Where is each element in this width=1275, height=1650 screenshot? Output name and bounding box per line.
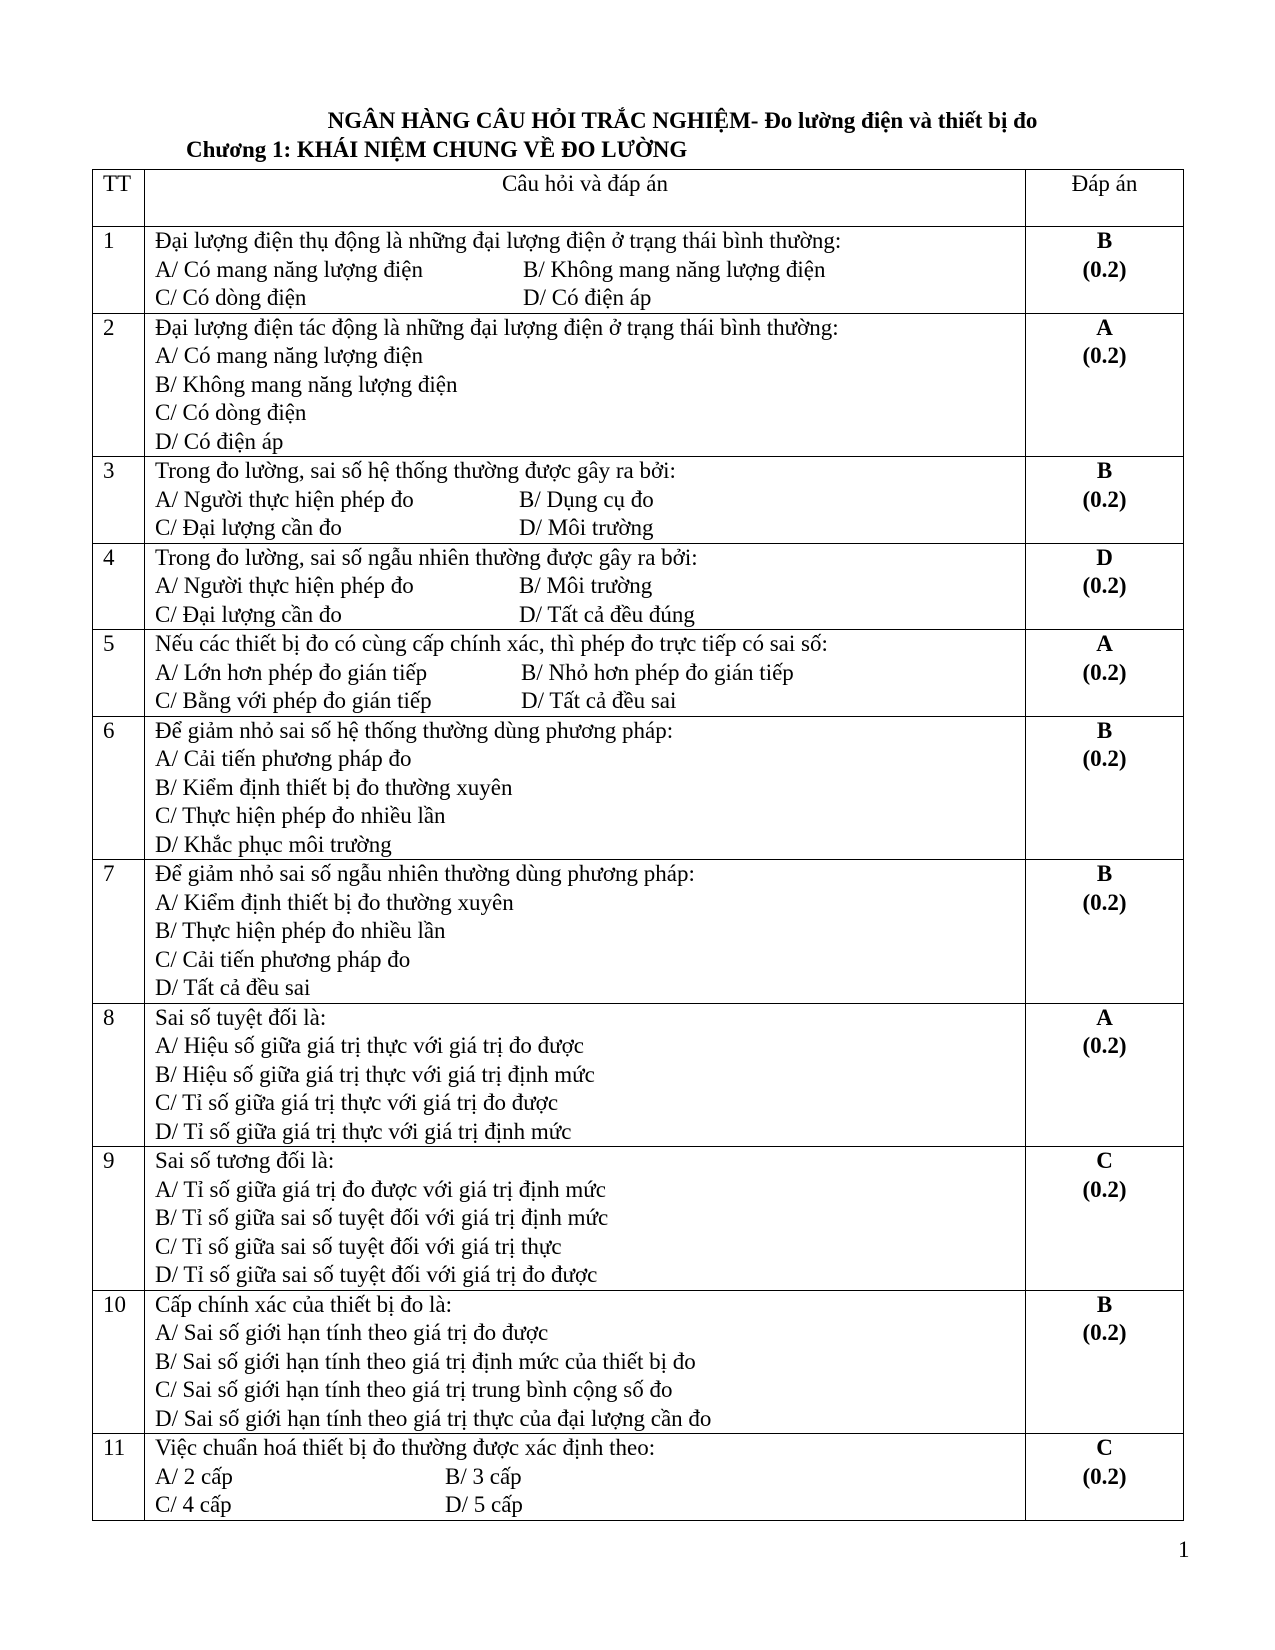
answer-option: C/ Thực hiện phép đo nhiều lần bbox=[155, 803, 446, 828]
answer-score: (0.2) bbox=[1082, 746, 1127, 771]
option-line bbox=[155, 1261, 1025, 1290]
question-text: Cấp chính xác của thiết bị đo là: bbox=[155, 1291, 452, 1317]
option-line bbox=[155, 1376, 1025, 1405]
option-line bbox=[155, 572, 1025, 601]
question-row bbox=[93, 1147, 1184, 1291]
question-row bbox=[93, 457, 1184, 544]
answer-option: B/ Hiệu số giữa giá trị thực với giá trị định mức bbox=[155, 1061, 595, 1087]
table-header-row bbox=[93, 170, 1184, 227]
option-line bbox=[155, 1233, 1025, 1262]
answer-letter: A bbox=[1096, 1004, 1113, 1030]
answer-option: C/ Đại lượng cần đo bbox=[155, 515, 342, 540]
answer-cell bbox=[1026, 543, 1184, 630]
question-text: Nếu các thiết bị đo có cùng cấp chính xác, thì phép đo trực tiếp có sai số: bbox=[155, 631, 828, 656]
answer-option: A/ Hiệu số giữa giá trị thực với giá trị đo được bbox=[155, 1033, 585, 1058]
option-line bbox=[155, 371, 1025, 400]
option-line bbox=[155, 974, 1025, 1003]
question-number: 9 bbox=[93, 1147, 145, 1291]
answer-option: B/ Dụng cụ đo bbox=[519, 486, 654, 512]
question-number: 6 bbox=[93, 716, 145, 860]
answer-option: C/ Cải tiến phương pháp đo bbox=[155, 946, 411, 972]
answer-option: C/ Đại lượng cần đo bbox=[155, 601, 342, 627]
answer-score: (0.2) bbox=[1082, 659, 1127, 685]
question-content bbox=[145, 1147, 1026, 1291]
option-line bbox=[155, 802, 1025, 831]
answer-cell bbox=[1026, 630, 1184, 717]
question-table bbox=[92, 169, 1184, 1521]
answer-option: D/ Có điện áp bbox=[155, 428, 284, 454]
answer-cell bbox=[1026, 860, 1184, 1004]
answer-option: A/ Người thực hiện phép đo bbox=[155, 486, 414, 512]
answer-cell bbox=[1026, 1147, 1184, 1291]
document-title: NGÂN HÀNG CÂU HỎI TRẮC NGHIỆM- Đo lường điện và thiết bị đo bbox=[327, 108, 1038, 133]
question-row bbox=[93, 227, 1184, 314]
answer-score: (0.2) bbox=[1082, 343, 1127, 368]
option-line bbox=[155, 889, 1025, 918]
answer-score: (0.2) bbox=[1082, 486, 1127, 512]
answer-option: C/ Có dòng điện bbox=[155, 285, 307, 310]
option-line bbox=[155, 1118, 1025, 1147]
question-content bbox=[145, 457, 1026, 544]
answer-option: A/ Lớn hơn phép đo gián tiếp bbox=[155, 659, 428, 685]
question-text: Sai số tương đối là: bbox=[155, 1148, 335, 1173]
question-content bbox=[145, 860, 1026, 1004]
answer-option: C/ Tỉ số giữa sai số tuyệt đối với giá trị thực bbox=[155, 1233, 562, 1259]
header-tt: TT bbox=[93, 170, 145, 227]
question-row bbox=[93, 543, 1184, 630]
answer-option: C/ Sai số giới hạn tính theo giá trị trung bình cộng số đo bbox=[155, 1377, 673, 1402]
answer-option: D/ Tất cả đều đúng bbox=[519, 601, 695, 627]
option-line bbox=[155, 1089, 1025, 1118]
option-line bbox=[155, 514, 1025, 543]
answer-option: B/ 3 cấp bbox=[445, 1463, 522, 1489]
answer-letter: B bbox=[1096, 1291, 1113, 1317]
question-row bbox=[93, 716, 1184, 860]
option-line bbox=[155, 1319, 1025, 1348]
option-line bbox=[155, 486, 1025, 515]
option-line bbox=[155, 428, 1025, 457]
answer-option: C/ Tỉ số giữa giá trị thực với giá trị đo được bbox=[155, 1090, 559, 1115]
answer-option: D/ Môi trường bbox=[519, 515, 654, 540]
question-content bbox=[145, 630, 1026, 717]
question-row bbox=[93, 1434, 1184, 1521]
question-text: Đại lượng điện tác động là những đại lượng điện ở trạng thái bình thường: bbox=[155, 314, 839, 340]
question-row bbox=[93, 1003, 1184, 1147]
header-answer: Đáp án bbox=[1026, 170, 1184, 227]
page-number: 1 bbox=[1178, 1537, 1190, 1562]
answer-letter: A bbox=[1096, 631, 1113, 656]
answer-letter: D bbox=[1096, 544, 1113, 570]
option-line bbox=[155, 1463, 1025, 1492]
option-line bbox=[155, 1348, 1025, 1377]
question-text: Đại lượng điện thụ động là những đại lượng điện ở trạng thái bình thường: bbox=[155, 228, 842, 253]
answer-letter: A bbox=[1096, 314, 1113, 340]
option-line bbox=[155, 1032, 1025, 1061]
question-number: 11 bbox=[93, 1434, 145, 1521]
answer-score: (0.2) bbox=[1082, 1176, 1127, 1202]
answer-option: A/ Sai số giới hạn tính theo giá trị đo được bbox=[155, 1320, 549, 1345]
answer-option: A/ Kiểm định thiết bị đo thường xuyên bbox=[155, 889, 514, 915]
question-content bbox=[145, 543, 1026, 630]
option-line bbox=[155, 342, 1025, 371]
answer-option: B/ Sai số giới hạn tính theo giá trị định mức của thiết bị đo bbox=[155, 1348, 696, 1374]
option-line bbox=[155, 1176, 1025, 1205]
question-table-body bbox=[93, 227, 1184, 1521]
option-line bbox=[155, 1405, 1025, 1434]
answer-option: D/ Tất cả đều sai bbox=[155, 975, 311, 1000]
option-line bbox=[155, 917, 1025, 946]
answer-score: (0.2) bbox=[1082, 889, 1127, 915]
option-line bbox=[155, 774, 1025, 803]
option-line bbox=[155, 284, 1025, 313]
option-line bbox=[155, 745, 1025, 774]
question-text: Trong đo lường, sai số ngẫu nhiên thường được gây ra bởi: bbox=[155, 544, 698, 570]
option-line bbox=[155, 256, 1025, 285]
option-line bbox=[155, 601, 1025, 630]
answer-option: D/ Sai số giới hạn tính theo giá trị thực của đại lượng cần đo bbox=[155, 1405, 712, 1431]
question-text: Để giảm nhỏ sai số ngẫu nhiên thường dùng phương pháp: bbox=[155, 861, 695, 886]
question-row bbox=[93, 313, 1184, 457]
answer-option: A/ Có mang năng lượng điện bbox=[155, 256, 424, 282]
answer-letter: B bbox=[1096, 458, 1113, 483]
option-line bbox=[155, 687, 1025, 716]
option-line bbox=[155, 831, 1025, 860]
answer-option: C/ 4 cấp bbox=[155, 1492, 232, 1517]
answer-option: D/ Tất cả đều sai bbox=[521, 688, 677, 713]
question-content bbox=[145, 1290, 1026, 1434]
answer-option: C/ Có dòng điện bbox=[155, 400, 307, 425]
answer-letter: B bbox=[1096, 228, 1113, 253]
question-number: 5 bbox=[93, 630, 145, 717]
answer-option: D/ Tỉ số giữa giá trị thực với giá trị định mức bbox=[155, 1118, 572, 1144]
answer-option: B/ Nhỏ hơn phép đo gián tiếp bbox=[521, 659, 794, 685]
answer-letter: B bbox=[1096, 861, 1113, 886]
question-number: 10 bbox=[93, 1290, 145, 1434]
option-line bbox=[155, 946, 1025, 975]
answer-option: B/ Kiểm định thiết bị đo thường xuyên bbox=[155, 774, 513, 800]
answer-option: B/ Không mang năng lượng điện bbox=[523, 256, 826, 282]
answer-option: D/ Khắc phục môi trường bbox=[155, 831, 392, 857]
answer-cell bbox=[1026, 227, 1184, 314]
question-number: 1 bbox=[93, 227, 145, 314]
option-line bbox=[155, 1204, 1025, 1233]
answer-cell bbox=[1026, 313, 1184, 457]
header-question: Câu hỏi và đáp án bbox=[145, 170, 1026, 227]
answer-score: (0.2) bbox=[1082, 1033, 1127, 1058]
option-line bbox=[155, 1491, 1025, 1520]
option-line bbox=[155, 1061, 1025, 1090]
answer-score: (0.2) bbox=[1082, 256, 1127, 282]
answer-option: B/ Thực hiện phép đo nhiều lần bbox=[155, 918, 446, 943]
answer-option: D/ Có điện áp bbox=[523, 285, 652, 310]
answer-cell bbox=[1026, 1003, 1184, 1147]
question-row bbox=[93, 860, 1184, 1004]
answer-option: D/ 5 cấp bbox=[445, 1492, 523, 1517]
question-content bbox=[145, 313, 1026, 457]
question-row bbox=[93, 1290, 1184, 1434]
question-content bbox=[145, 1434, 1026, 1521]
answer-option: B/ Không mang năng lượng điện bbox=[155, 371, 458, 397]
question-number: 2 bbox=[93, 313, 145, 457]
answer-score: (0.2) bbox=[1082, 1463, 1127, 1489]
question-content bbox=[145, 716, 1026, 860]
option-line bbox=[155, 399, 1025, 428]
answer-score: (0.2) bbox=[1082, 573, 1127, 598]
answer-option: A/ Người thực hiện phép đo bbox=[155, 573, 414, 598]
option-line bbox=[155, 659, 1025, 688]
answer-option: D/ Tỉ số giữa sai số tuyệt đối với giá trị đo được bbox=[155, 1262, 598, 1287]
answer-letter: C bbox=[1096, 1148, 1113, 1173]
question-number: 3 bbox=[93, 457, 145, 544]
question-row bbox=[93, 630, 1184, 717]
answer-option: A/ 2 cấp bbox=[155, 1463, 233, 1489]
question-number: 4 bbox=[93, 543, 145, 630]
answer-cell bbox=[1026, 1434, 1184, 1521]
answer-cell bbox=[1026, 716, 1184, 860]
question-content bbox=[145, 227, 1026, 314]
question-content bbox=[145, 1003, 1026, 1147]
answer-option: B/ Tỉ số giữa sai số tuyệt đối với giá trị định mức bbox=[155, 1205, 609, 1230]
question-text: Để giảm nhỏ sai số hệ thống thường dùng phương pháp: bbox=[155, 717, 674, 743]
question-text: Việc chuẩn hoá thiết bị đo thường được xác định theo: bbox=[155, 1435, 656, 1460]
question-text: Trong đo lường, sai số hệ thống thường được gây ra bởi: bbox=[155, 458, 676, 483]
answer-cell bbox=[1026, 457, 1184, 544]
answer-option: A/ Có mang năng lượng điện bbox=[155, 343, 424, 368]
chapter-heading: Chương 1: KHÁI NIỆM CHUNG VỀ ĐO LƯỜNG bbox=[186, 137, 688, 162]
answer-letter: B bbox=[1096, 717, 1113, 743]
answer-letter: C bbox=[1096, 1435, 1113, 1460]
question-number: 8 bbox=[93, 1003, 145, 1147]
answer-option: A/ Cải tiến phương pháp đo bbox=[155, 746, 412, 771]
answer-option: B/ Môi trường bbox=[519, 573, 653, 598]
answer-cell bbox=[1026, 1290, 1184, 1434]
question-text: Sai số tuyệt đối là: bbox=[155, 1004, 327, 1030]
answer-option: C/ Bằng với phép đo gián tiếp bbox=[155, 688, 432, 713]
question-number: 7 bbox=[93, 860, 145, 1004]
answer-score: (0.2) bbox=[1082, 1320, 1127, 1345]
answer-option: A/ Tỉ số giữa giá trị đo được với giá trị định mức bbox=[155, 1176, 606, 1202]
